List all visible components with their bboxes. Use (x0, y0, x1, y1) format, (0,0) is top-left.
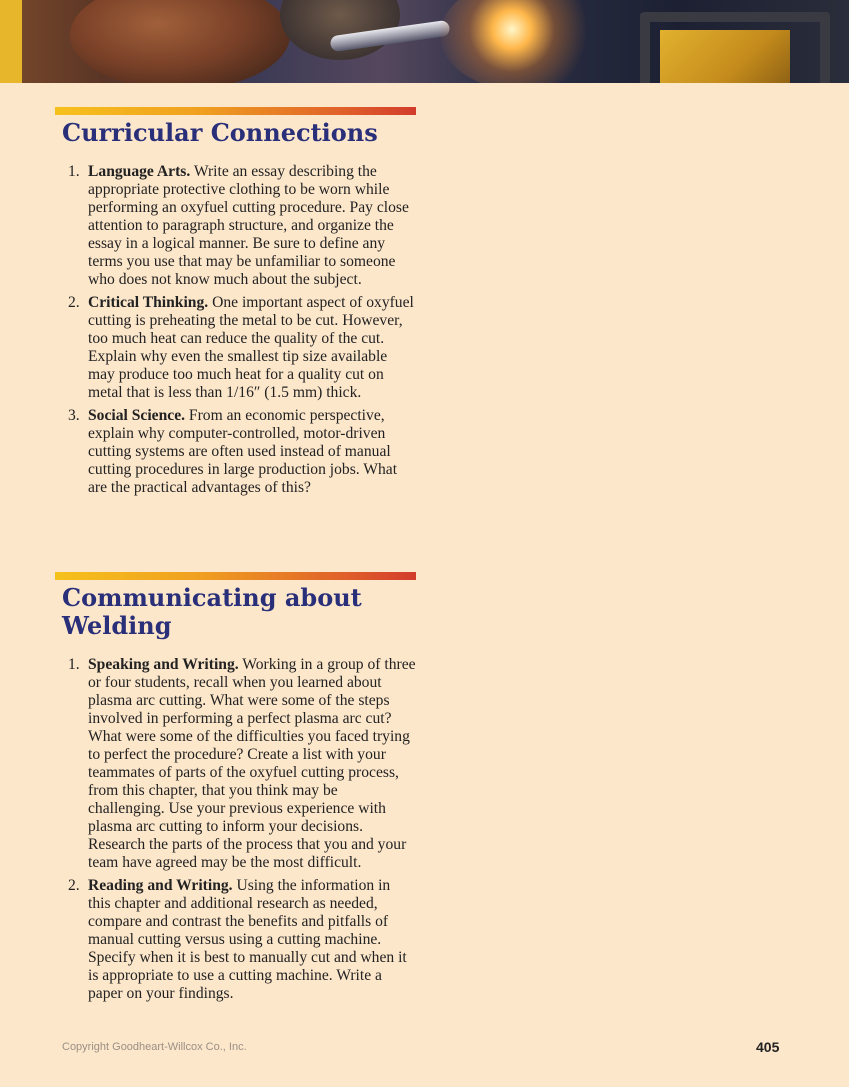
list-item (60, 294, 416, 402)
list-item-lead: Speaking and Writing. (88, 656, 239, 673)
copyright-notice: Copyright Goodheart-Willcox Co., Inc. (62, 1041, 247, 1053)
section-title-line1: Communicating about (62, 583, 362, 612)
section-title-communicating (62, 584, 362, 640)
list-item-number: 3. (68, 407, 80, 424)
section-rule-curricular (55, 107, 416, 115)
metal-bracket-frame (640, 12, 830, 83)
section-title-curricular: Curricular Connections (62, 118, 378, 147)
list-item (60, 656, 416, 872)
welding-spark-image (440, 0, 600, 83)
list-item-text: One important aspect of oxyfuel cutting is preheating the metal to be cut. However, too much heat can reduce the quality of the cut. Explain why even the smallest tip size available may produce too much heat for a quality cut on metal that is less than 1/16″ (1.5 mm) thick. (88, 294, 414, 401)
list-item-lead: Critical Thinking. (88, 294, 209, 311)
communicating-list (60, 656, 416, 1008)
list-item (60, 407, 416, 497)
list-item (60, 877, 416, 1003)
list-item-lead: Reading and Writing. (88, 877, 233, 894)
list-item-lead: Language Arts. (88, 163, 191, 180)
list-item-number: 2. (68, 877, 80, 894)
list-item-number: 2. (68, 294, 80, 311)
welding-glove-image (70, 0, 290, 83)
section-title-line2: Welding (62, 611, 172, 640)
list-item-text: Write an essay describing the appropriate protective clothing to be worn while performing an oxyfuel cutting procedure. Pay close attention to paragraph structure, and organize the essay in a logical manner. Be sure to define any terms you use that may be unfamiliar to someone who does not know much about the subject. (88, 163, 409, 288)
list-item (60, 163, 416, 289)
header-banner-image (0, 0, 849, 83)
list-item-number: 1. (68, 656, 80, 673)
list-item-lead: Social Science. (88, 407, 186, 424)
curricular-list (60, 163, 416, 502)
list-item-text: Using the information in this chapter and additional research as needed, compare and contrast the benefits and pitfalls of manual cutting versus using a cutting machine. Specify when it is best to manually cut and when it is appropriate to use a cutting machine. Write a paper on your findings. (88, 877, 407, 1002)
page-number: 405 (756, 1039, 780, 1055)
list-item-text: From an economic perspective, explain why computer-controlled, motor-driven cutting systems are often used instead of manual cutting procedures in large production jobs. What are the practical advantages of this? (88, 407, 398, 496)
list-item-number: 1. (68, 163, 80, 180)
section-rule-communicating (55, 572, 416, 580)
list-item-text: Working in a group of three or four students, recall when you learned about plasma arc cutting. What were some of the steps involved in performing a perfect plasma arc cut? What were some of the difficulties you faced trying to perfect the procedure? Create a list with your teammates of parts of the oxyfuel cutting process, from this chapter, that you think may be challenging. Use your previous experience with plasma arc cutting to inform your decisions. Research the parts of the process that you and your team have agreed may be the most difficult. (88, 656, 416, 871)
banner-yellow-strip (0, 0, 22, 83)
